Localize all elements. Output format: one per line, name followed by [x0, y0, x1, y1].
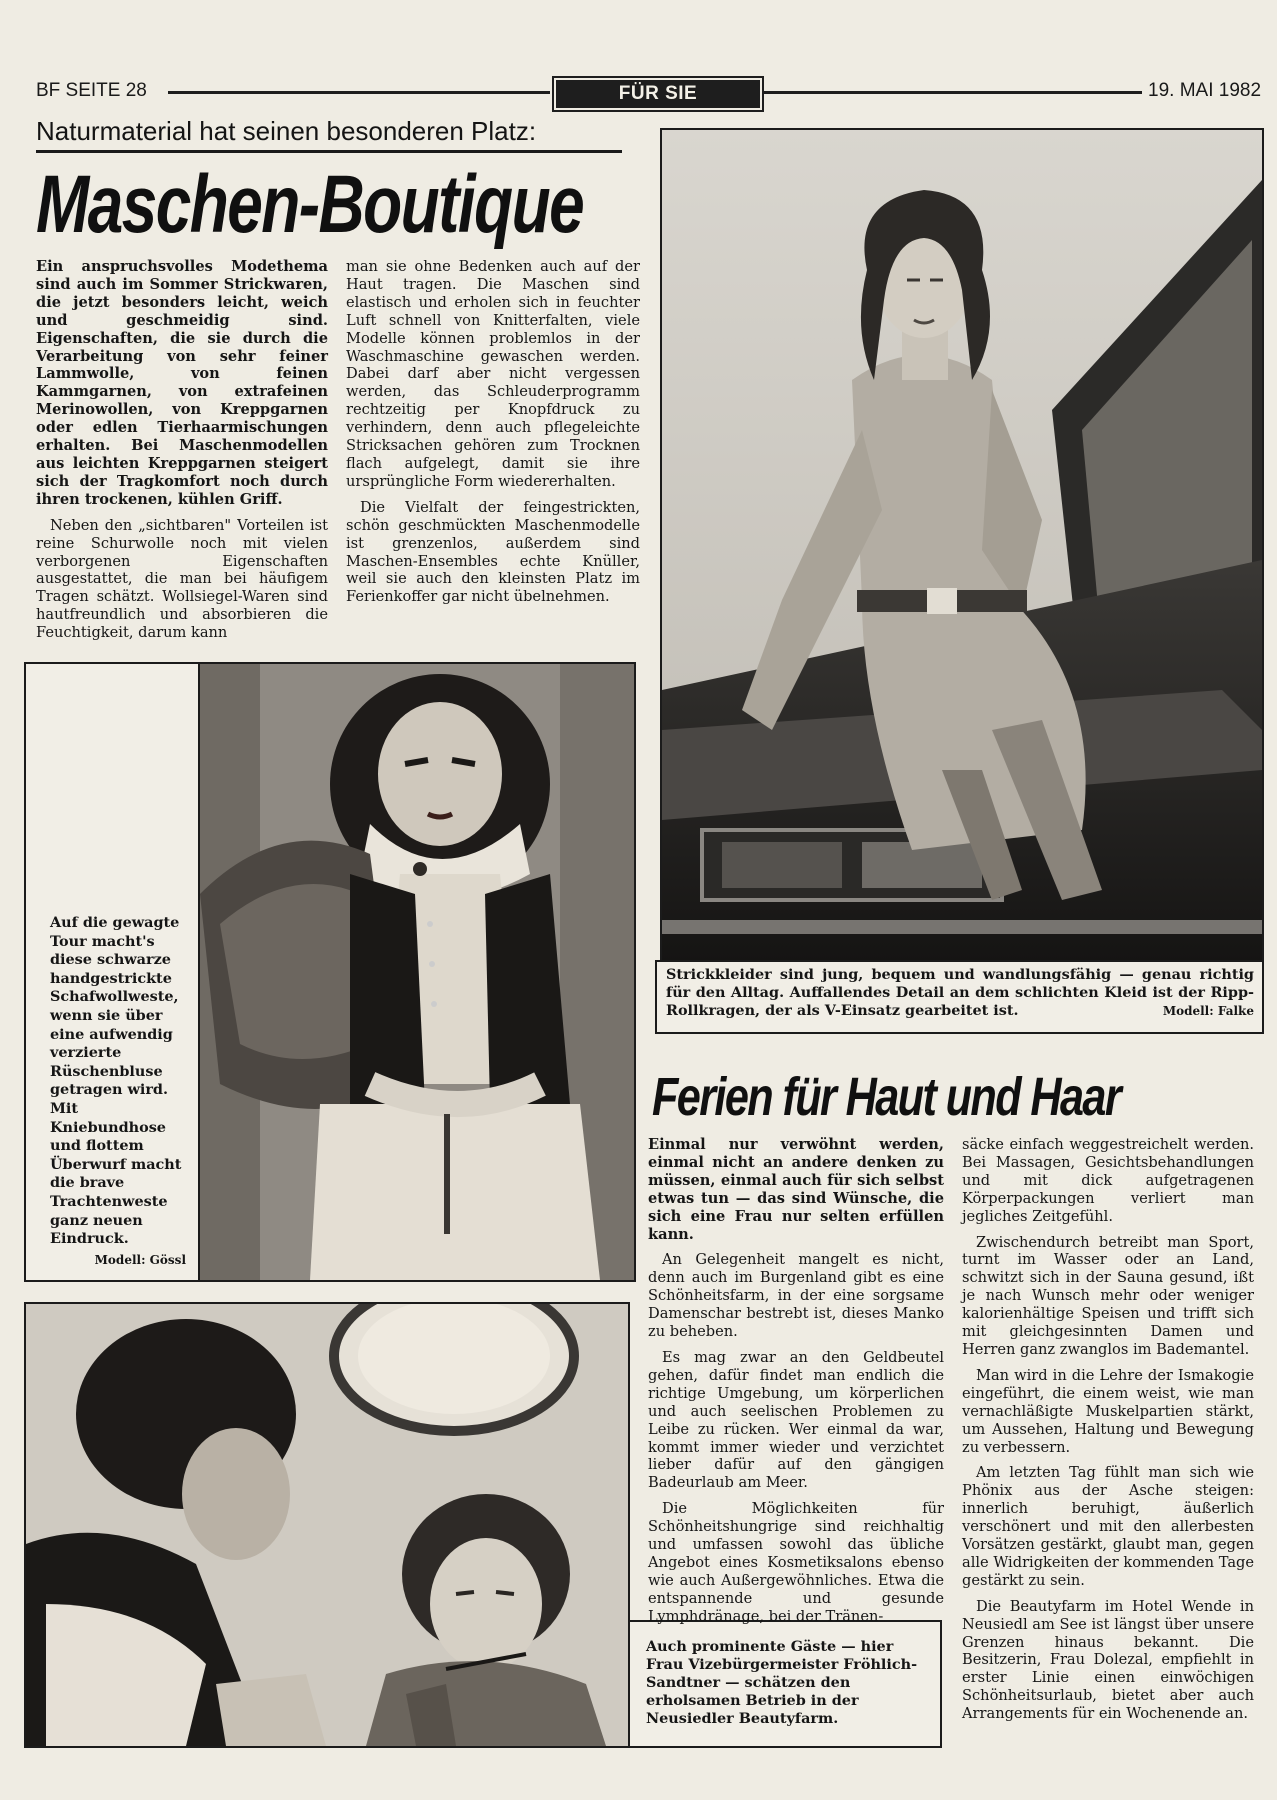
- article2-paragraph: Die Möglichkeiten für Schönheitshungrige sind reichhaltig und umfassen sowohl das übliche Angebot eines Kosmetiksalons ebenso wie auch Außergewöhnliches. Etwa die entspannende und gesunde Lymphdränage, bei der Tränen-: [648, 1500, 944, 1625]
- photo-knit-dress-on-car: [660, 128, 1264, 964]
- page-number: BF SEITE 28: [36, 80, 147, 101]
- caption-car-text: Strickkleider sind jung, bequem und wandlungsfähig — genau richtig für den Alltag. Auffallendes Detail an dem schlichten Kleid ist der Ripp-Rollkragen, der als V-Einsatz gearbeitet ist.: [666, 966, 1254, 1019]
- article2-paragraph: Es mag zwar an den Geldbeutel gehen, dafür findet man endlich die richtige Umgebung, um körperlichen und auch seelischen Problemen zu Leibe zu rücken. Wer einmal da war, kommt immer wieder und verzichtet lieber dafür auf den gängigen Badeurlaub am Meer.: [648, 1348, 944, 1492]
- article1-lead: Ein anspruchsvolles Modethema sind auch im Sommer Strickwaren, die jetzt besonders leicht, weich und geschmeidig sind. Eigenschaften, die sie durch die Verarbeitung von sehr feiner Lammwolle, von feinen Kammgarnen, von extrafeinen Merinowollen, von Kreppgarnen oder edlen Tierhaarmischungen erhalten. Bei Maschenmodellen aus leichten Kreppgarnen steigert sich der Tragkomfort noch durch ihren trockenen, kühlen Griff.: [36, 258, 328, 508]
- article2-paragraph: An Gelegenheit mangelt es nicht, denn auch im Burgenland gibt es eine Schönheitsfarm, in der eine sorgsame Damenschar bestrebt ist, dieses Manko zu beheben.: [648, 1251, 944, 1341]
- section-label: FÜR SIE: [552, 76, 764, 112]
- article1-headline: Maschen-Boutique: [36, 159, 584, 250]
- article2-paragraph: Am letzten Tag fühlt man sich wie Phönix aus der Asche steigen: innerlich beruhigt, äußerlich verschönert und mit den allerbesten Vorsätzen gestärkt, glaubt man, gegen alle Widrigkeiten der kommenden Tage gestärkt zu sein.: [962, 1464, 1254, 1589]
- article1-paragraph: man sie ohne Bedenken auch auf der Haut tragen. Die Maschen sind elastisch und erholen sich in feuchter Luft schnell von Knitterfalten, viele Modelle können problemlos in der Waschmaschine gewaschen werden. Dabei darf aber nicht vergessen werden, das Schleuderprogramm rechtzeitig per Knopfdruck zu verhindern, denn auch pflegeleichte Stricksachen gehören zum Trocknen flach aufgelegt, damit sie ihre ursprüngliche Form wiedererhalten.: [346, 258, 640, 490]
- article2-column-1: [648, 1136, 944, 1634]
- article1-column-2: [346, 258, 640, 614]
- article1-paragraph: Neben den „sichtbaren" Vorteilen ist reine Schurwolle noch mit vielen verborgenen Eigenschaften ausgestattet, die man bei häufigem Tragen schätzt. Wollsiegel-Waren sind hautfreundlich und absorbieren die Feuchtigkeit, darum kann: [36, 516, 328, 642]
- article2-headline: Ferien für Haut und Haar: [652, 1067, 1121, 1127]
- caption-vest-text: Auf die gewagte Tour macht's diese schwarze handgestrickte Schafwollweste, wenn sie über eine aufwendig verzierte Rüschenbluse getragen wird. Mit Kniebundhose und flottem Überwurf macht die brave Trachtenweste ganz neuen Eindruck.: [50, 914, 182, 1248]
- header-rule-left: [168, 91, 550, 94]
- photo-sheep-wool-vest: [198, 662, 636, 1282]
- article1-paragraph: Die Vielfalt der feingestrickten, schön geschmückten Maschenmodelle ist grenzenlos, außerdem sind Maschen-Ensembles echte Knüller, weil sie auch den kleinsten Platz im Ferienkoffer gar nicht übelnehmen.: [346, 498, 640, 606]
- caption-car: [666, 966, 1254, 1020]
- photo-beauty-farm: [24, 1302, 630, 1748]
- article2-paragraph: Zwischendurch betreibt man Sport, turnt im Wasser oder an Land, schwitzt sich in der Sauna gesund, ißt je nach Wunsch mehr oder weniger kalorienhältige Speisen und trifft sich mit gleichgesinnten Damen und Herren ganz zwanglos im Bademantel.: [962, 1233, 1254, 1358]
- article2-column-2: [962, 1136, 1254, 1731]
- article2-paragraph: säcke einfach weggestreichelt werden. Bei Massagen, Gesichtsbehandlungen und mit dick aufgetragenen Körperpackungen verliert man jegliches Zeitgefühl.: [962, 1136, 1254, 1225]
- issue-date: 19. MAI 1982: [1148, 80, 1262, 101]
- article2-paragraph: Man wird in die Lehre der Ismakogie eingeführt, die einem weist, wie man vernachläßigte Muskelpartien stärkt, um Aussehen, Haltung und Bewegung zu verbessern.: [962, 1366, 1254, 1456]
- article2-lead: Einmal nur verwöhnt werden, einmal nicht an andere denken zu müssen, einmal auch für sich selbst etwas tun — das sind Wünsche, die sich eine Frau nur selten erfüllen kann.: [648, 1136, 944, 1243]
- article1-kicker: Naturmaterial hat seinen besonderen Platz:: [36, 116, 622, 153]
- article1-column-1: [36, 258, 328, 650]
- caption-vest: [50, 914, 186, 1269]
- caption-beauty: Auch prominente Gäste — hier Frau Vizebürgermeister Fröhlich-Sandtner — schätzen den erholsamen Betrieb in der Neusiedler Beautyfarm.: [646, 1638, 918, 1727]
- caption-car-credit: Modell: Falke: [1162, 1004, 1254, 1018]
- header-rule-right: [764, 91, 1142, 94]
- caption-vest-credit: Modell: Gössl: [94, 1252, 186, 1267]
- article2-paragraph: Die Beautyfarm im Hotel Wende in Neusiedl am See ist längst über unsere Grenzen hinaus bekannt. Die Besitzerin, Frau Dolezal, empfiehlt in erster Linie einen einwöchigen Schönheitsurlaub, bietet aber auch Arrangements für ein Wochenende an.: [962, 1597, 1254, 1723]
